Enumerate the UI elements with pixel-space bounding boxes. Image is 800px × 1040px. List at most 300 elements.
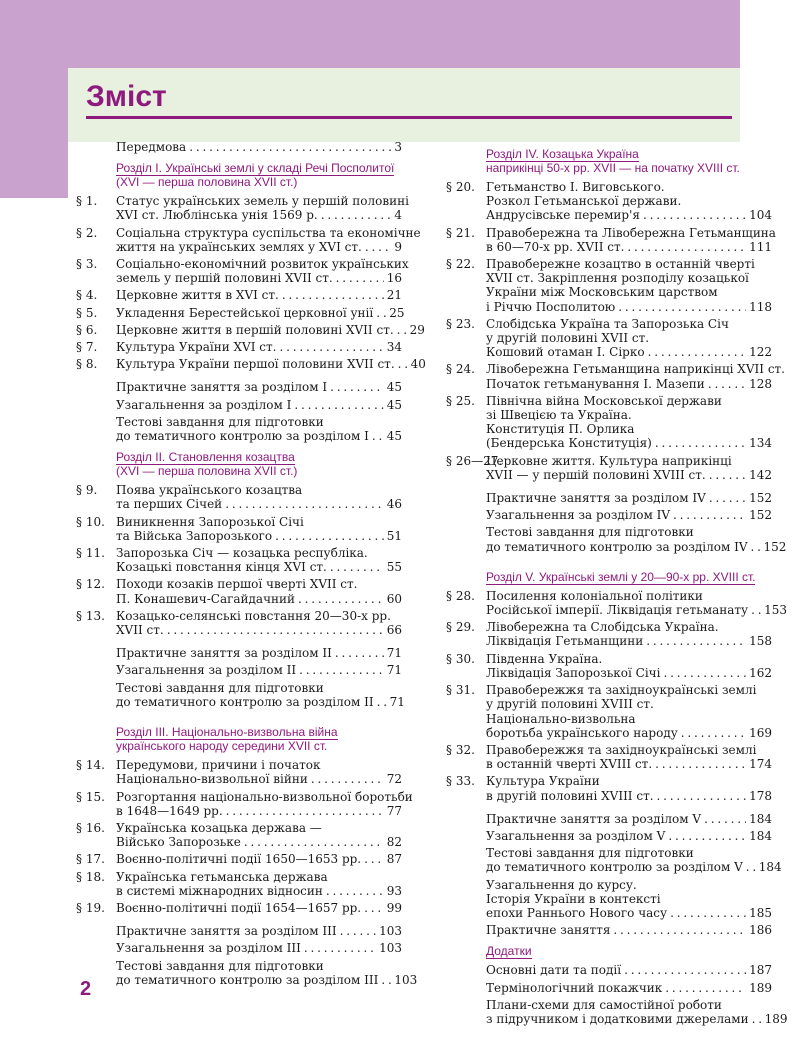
toc-title: Укладення Берестейської церковної унії bbox=[116, 305, 374, 320]
toc-entry[interactable] bbox=[446, 491, 772, 505]
toc-line bbox=[116, 959, 402, 973]
toc-entry-body bbox=[486, 362, 785, 391]
toc-entry[interactable] bbox=[76, 758, 402, 786]
toc-title: Російської імперії. Ліквідація гетьманату bbox=[486, 603, 749, 618]
toc-line bbox=[116, 208, 402, 222]
toc-title: Воєнно-політичні події 1650—1653 рр. bbox=[116, 852, 362, 867]
paragraph-number: § 7. bbox=[76, 340, 98, 355]
toc-page: 9 bbox=[394, 239, 402, 254]
toc-page: 16 bbox=[386, 271, 402, 286]
toc-line bbox=[116, 821, 402, 835]
toc-entry[interactable] bbox=[76, 680, 405, 709]
toc-title: у другій половині XVII ст. bbox=[486, 331, 650, 346]
toc-entry[interactable] bbox=[446, 508, 772, 522]
toc-entry-body bbox=[486, 491, 772, 505]
toc-line bbox=[486, 829, 772, 843]
toc-title: Північна війна Московської держави bbox=[486, 393, 722, 408]
toc-title: Південна Україна. bbox=[486, 651, 603, 666]
toc-title: Посилення колоніальної політики bbox=[486, 588, 703, 603]
toc-entry-body bbox=[116, 663, 402, 677]
dot-leader bbox=[244, 835, 384, 849]
paragraph-number bbox=[446, 878, 486, 921]
toc-title: до тематичного контролю за розділом IV bbox=[486, 539, 748, 554]
toc-line bbox=[486, 998, 772, 1012]
dot-leader bbox=[646, 634, 746, 648]
toc-entry[interactable] bbox=[446, 878, 772, 921]
section-heading-line: українського народу середини XVII ст. bbox=[116, 739, 328, 754]
toc-title: Кошовий отаман І. Сірко bbox=[486, 345, 645, 360]
toc-line bbox=[116, 305, 405, 320]
toc-entry[interactable] bbox=[446, 317, 772, 360]
toc-title: з підручником і додатковими джерелами bbox=[486, 1011, 749, 1026]
toc-entry-body bbox=[486, 878, 772, 921]
toc-title: Узагальнення до курсу. bbox=[486, 877, 637, 892]
toc-line bbox=[486, 634, 772, 648]
toc-title: в системі міжнародних відносин bbox=[116, 883, 323, 898]
toc-title: боротьба українського народу bbox=[486, 725, 678, 740]
paragraph-number: § 30. bbox=[446, 651, 475, 666]
toc-entry-body bbox=[486, 257, 772, 314]
paragraph-number: § 1. bbox=[76, 194, 98, 209]
toc-entry[interactable] bbox=[446, 525, 787, 554]
toc-entry[interactable] bbox=[76, 663, 402, 677]
toc-title: до тематичного контролю за розділом ІІІ bbox=[116, 972, 379, 987]
toc-line bbox=[486, 331, 772, 345]
paragraph-number: § 14. bbox=[76, 758, 105, 773]
toc-entry[interactable] bbox=[76, 870, 402, 898]
toc-title: Церковне життя в першій половині XVII ст. bbox=[116, 322, 394, 337]
toc-entry[interactable] bbox=[76, 609, 402, 637]
toc-page: 71 bbox=[386, 663, 402, 678]
toc-line bbox=[116, 623, 402, 637]
toc-entry-body bbox=[486, 774, 772, 802]
toc-line bbox=[116, 924, 402, 938]
paragraph-number bbox=[446, 491, 486, 505]
toc-title: П. Конашевич-Сагайдачний bbox=[116, 591, 296, 606]
toc-entry-body bbox=[486, 846, 782, 875]
toc-title: в другій половині XVIII ст. bbox=[486, 788, 654, 803]
toc-line bbox=[486, 240, 772, 254]
toc-line bbox=[486, 892, 772, 906]
toc-entry-body bbox=[486, 225, 776, 254]
paragraph-number: § 24. bbox=[446, 362, 475, 377]
toc-page: 153 bbox=[764, 603, 787, 618]
toc-page: 71 bbox=[386, 646, 402, 661]
dot-leader bbox=[657, 789, 747, 803]
toc-line bbox=[116, 663, 402, 677]
toc-entry-body bbox=[486, 743, 772, 771]
toc-line bbox=[486, 491, 772, 505]
section-heading-text: Розділ ІІ. Становлення козацтва bbox=[116, 450, 295, 465]
toc-entry-body bbox=[486, 997, 788, 1026]
section-heading bbox=[116, 725, 402, 753]
toc-line bbox=[486, 774, 772, 788]
toc-entry[interactable] bbox=[446, 454, 772, 482]
toc-line bbox=[116, 288, 402, 302]
toc-title: України між Московським царством bbox=[486, 285, 718, 300]
paragraph-number: § 11. bbox=[76, 546, 105, 561]
toc-page: 82 bbox=[386, 835, 402, 850]
toc-entry[interactable] bbox=[446, 588, 787, 618]
toc-entry-body bbox=[486, 394, 772, 451]
toc-entry[interactable] bbox=[76, 357, 426, 372]
toc-entry[interactable] bbox=[76, 140, 402, 154]
dot-leader bbox=[397, 323, 407, 337]
toc-entry[interactable] bbox=[446, 180, 772, 223]
dot-leader bbox=[746, 860, 756, 874]
dot-leader bbox=[381, 973, 391, 987]
toc-line bbox=[116, 398, 402, 412]
toc-entry[interactable] bbox=[76, 415, 402, 443]
toc-page: 93 bbox=[386, 883, 402, 898]
toc-entry[interactable] bbox=[76, 852, 402, 866]
toc-page: 174 bbox=[749, 757, 772, 772]
paragraph-number: § 4. bbox=[76, 288, 98, 303]
toc-title: Узагальнення за розділом ІІ bbox=[116, 663, 297, 678]
toc-entry[interactable] bbox=[446, 774, 772, 802]
toc-page: 118 bbox=[749, 299, 772, 314]
dot-leader bbox=[299, 663, 384, 677]
dot-leader bbox=[304, 941, 376, 955]
toc-title: Розкол Гетьманської держави. bbox=[486, 194, 682, 209]
toc-line bbox=[486, 712, 772, 726]
dot-leader bbox=[648, 345, 747, 359]
toc-entry-body bbox=[116, 515, 402, 543]
toc-line bbox=[116, 870, 402, 884]
toc-title: Походи козаків першої чверті XVII ст. bbox=[116, 577, 358, 592]
section-heading-line bbox=[116, 161, 402, 175]
toc-line bbox=[486, 454, 772, 468]
toc-line bbox=[116, 515, 402, 529]
toc-line bbox=[486, 394, 772, 408]
paragraph-number: § 17. bbox=[76, 852, 105, 867]
toc-entry[interactable] bbox=[76, 194, 409, 223]
toc-entry[interactable] bbox=[446, 743, 772, 771]
toc-page: 184 bbox=[749, 828, 772, 843]
toc-entry[interactable] bbox=[76, 546, 402, 574]
dot-leader bbox=[279, 340, 383, 354]
toc-entry-body bbox=[486, 620, 772, 648]
section-heading-line bbox=[116, 450, 402, 464]
toc-page: 40 bbox=[410, 357, 426, 372]
toc-title: Воєнно-політичні події 1654—1657 рр. bbox=[116, 900, 362, 915]
paragraph-number: § 28. bbox=[446, 588, 475, 603]
toc-entry[interactable] bbox=[76, 398, 402, 412]
section-heading-line: наприкінці 50-х рр. XVII — на початку XVIII ст. bbox=[486, 161, 740, 175]
toc-page: 71 bbox=[389, 694, 405, 709]
toc-page: 122 bbox=[749, 345, 772, 360]
toc-entry[interactable] bbox=[76, 924, 402, 938]
toc-line bbox=[486, 539, 787, 554]
toc-line bbox=[116, 852, 402, 866]
toc-line bbox=[486, 436, 772, 450]
paragraph-number bbox=[446, 963, 486, 977]
side-band bbox=[0, 0, 68, 198]
toc-line bbox=[486, 603, 787, 618]
toc-page: 103 bbox=[379, 941, 402, 956]
toc-entry-body bbox=[116, 140, 402, 154]
toc-line bbox=[116, 646, 402, 660]
toc-title: епохи Раннього Нового часу bbox=[486, 905, 668, 920]
dot-leader bbox=[673, 508, 746, 522]
toc-entry[interactable] bbox=[76, 483, 402, 511]
toc-entry[interactable] bbox=[76, 305, 405, 320]
toc-entry[interactable] bbox=[446, 683, 772, 740]
dot-leader bbox=[336, 271, 384, 285]
paragraph-number: § 16. bbox=[76, 820, 105, 835]
toc-line bbox=[116, 609, 402, 623]
dot-leader bbox=[294, 398, 383, 412]
toc-title: в 1648—1649 рр. bbox=[116, 803, 223, 818]
section-heading-text: Розділ ІІІ. Національно-визвольна війна bbox=[116, 725, 338, 740]
toc-page: 184 bbox=[758, 860, 782, 875]
toc-title: Лівобережна Гетьманщина наприкінці XVII ст. bbox=[486, 362, 785, 377]
toc-title: Передумови, причини і початок bbox=[116, 758, 321, 773]
toc-entry[interactable] bbox=[446, 620, 772, 648]
toc-entry-body bbox=[116, 941, 402, 955]
toc-page: 46 bbox=[386, 497, 402, 512]
dot-leader bbox=[372, 429, 384, 443]
toc-title: і Річчю Посполитою bbox=[486, 299, 616, 314]
toc-line bbox=[486, 1011, 788, 1026]
dot-leader bbox=[364, 852, 384, 866]
toc-title: Українська гетьманська держава bbox=[116, 869, 328, 884]
toc-left-column bbox=[76, 140, 426, 990]
toc-line bbox=[486, 589, 772, 603]
toc-line bbox=[116, 529, 402, 543]
toc-line bbox=[486, 757, 772, 771]
dot-leader bbox=[376, 306, 386, 320]
paragraph-number: § 31. bbox=[446, 683, 475, 698]
toc-line bbox=[486, 257, 772, 271]
toc-entry-body bbox=[486, 683, 772, 740]
toc-line bbox=[116, 497, 402, 511]
toc-line bbox=[486, 743, 772, 757]
toc-line bbox=[486, 906, 772, 920]
toc-entry[interactable] bbox=[446, 257, 772, 314]
toc-entry[interactable] bbox=[76, 257, 409, 286]
paragraph-number bbox=[446, 981, 486, 995]
toc-entry[interactable] bbox=[446, 923, 772, 937]
toc-line bbox=[486, 362, 785, 377]
toc-line bbox=[486, 726, 772, 740]
toc-entry-body bbox=[116, 958, 418, 987]
toc-entry[interactable] bbox=[76, 577, 402, 605]
toc-line bbox=[116, 340, 402, 354]
toc-line bbox=[116, 972, 418, 987]
toc-entry-body bbox=[116, 546, 402, 574]
dot-leader bbox=[752, 1012, 762, 1026]
toc-title: Соціальна структура суспільства та економічне bbox=[116, 225, 421, 240]
toc-entry[interactable] bbox=[446, 394, 772, 451]
paragraph-number: § 33. bbox=[446, 774, 475, 789]
toc-entry[interactable] bbox=[446, 963, 772, 977]
dot-leader bbox=[681, 726, 746, 740]
toc-entry[interactable] bbox=[446, 846, 782, 875]
toc-entry-body bbox=[116, 870, 402, 898]
toc-page: 66 bbox=[386, 623, 402, 638]
paragraph-number: § 21. bbox=[446, 225, 475, 240]
toc-page: 45 bbox=[386, 429, 402, 444]
toc-line bbox=[116, 884, 402, 898]
toc-entry-body bbox=[116, 646, 402, 660]
section-heading bbox=[486, 570, 772, 584]
spacer bbox=[446, 557, 772, 563]
toc-line bbox=[116, 415, 402, 429]
toc-page: 152 bbox=[749, 508, 772, 523]
toc-page: 162 bbox=[749, 665, 772, 680]
section-heading bbox=[116, 161, 402, 189]
paragraph-number: § 20. bbox=[446, 180, 475, 194]
toc-entry[interactable] bbox=[446, 829, 772, 843]
toc-page: 51 bbox=[386, 528, 402, 543]
toc-entry-body bbox=[486, 981, 772, 995]
paragraph-number: § 32. bbox=[446, 742, 475, 757]
toc-page: 128 bbox=[749, 376, 772, 391]
toc-entry[interactable] bbox=[446, 362, 785, 391]
toc-title: Практичне заняття за розділом ІІІ bbox=[116, 924, 337, 939]
toc-entry[interactable] bbox=[76, 515, 402, 543]
toc-entry-body bbox=[116, 288, 402, 302]
paragraph-number bbox=[446, 829, 486, 843]
toc-line bbox=[116, 380, 402, 394]
toc-entry[interactable] bbox=[76, 941, 402, 955]
page-title: Зміст bbox=[86, 80, 167, 113]
toc-page: 55 bbox=[386, 560, 402, 575]
toc-title: Узагальнення за розділом V bbox=[486, 828, 666, 843]
toc-line bbox=[116, 901, 402, 915]
toc-line bbox=[116, 592, 402, 606]
toc-entry-body bbox=[116, 821, 402, 849]
toc-entry-body bbox=[116, 680, 405, 709]
dot-leader bbox=[655, 757, 746, 771]
toc-line bbox=[486, 923, 772, 937]
paragraph-number bbox=[76, 646, 116, 660]
toc-title: Практичне заняття за розділом IV bbox=[486, 491, 706, 506]
paragraph-number bbox=[76, 924, 116, 938]
toc-title: зі Швецією та Україна. bbox=[486, 408, 632, 423]
toc-line bbox=[116, 941, 402, 955]
toc-line bbox=[116, 271, 402, 285]
toc-line bbox=[486, 225, 776, 240]
toc-page: 25 bbox=[389, 305, 405, 320]
toc-title: життя на українських землях у XVI ст. bbox=[116, 239, 362, 254]
toc-page: 111 bbox=[749, 239, 772, 254]
toc-entry-body bbox=[116, 305, 405, 320]
toc-title: Андрусівське перемир'я bbox=[486, 208, 640, 223]
toc-title: Практичне заняття за розділом ІІ bbox=[116, 646, 332, 661]
toc-entry[interactable] bbox=[76, 958, 418, 987]
toc-title: Запорозька Січ — козацька республіка. bbox=[116, 546, 368, 561]
toc-entry[interactable] bbox=[76, 322, 425, 337]
toc-line bbox=[116, 483, 402, 497]
toc-line bbox=[116, 257, 409, 272]
toc-line bbox=[486, 683, 772, 697]
toc-entry[interactable] bbox=[76, 340, 402, 354]
toc-entry[interactable] bbox=[76, 821, 402, 849]
toc-title: Узагальнення за розділом IV bbox=[486, 508, 671, 523]
dot-leader bbox=[282, 288, 384, 302]
toc-title: Поява українського козацтва bbox=[116, 483, 303, 498]
toc-title: Ліквідація Запорозької Січі bbox=[486, 665, 661, 680]
toc-right-column bbox=[446, 140, 788, 1029]
toc-entry[interactable] bbox=[76, 789, 413, 818]
toc-entry-body bbox=[486, 812, 772, 826]
toc-entry-body bbox=[116, 357, 426, 372]
toc-entry[interactable] bbox=[76, 288, 402, 302]
toc-line bbox=[116, 546, 402, 560]
toc-title: Конституція П. Орлика bbox=[486, 422, 635, 437]
toc-title: та перших Січей bbox=[116, 497, 223, 512]
paragraph-number: § 29. bbox=[446, 620, 475, 635]
paragraph-number: § 23. bbox=[446, 316, 475, 331]
toc-title: Культура України XVI ст. bbox=[116, 340, 277, 355]
paragraph-number: § 3. bbox=[76, 257, 98, 272]
toc-line bbox=[116, 789, 413, 804]
toc-title: Національно-визвольна bbox=[486, 711, 636, 726]
toc-page: 4 bbox=[394, 208, 402, 223]
toc-line bbox=[116, 322, 425, 337]
toc-entry[interactable] bbox=[76, 646, 402, 660]
toc-page: 45 bbox=[386, 380, 402, 395]
dot-leader bbox=[326, 884, 384, 898]
paragraph-number bbox=[76, 398, 116, 412]
toc-line bbox=[116, 681, 402, 695]
dot-leader bbox=[330, 560, 384, 574]
toc-page: 72 bbox=[386, 772, 402, 787]
toc-entry[interactable] bbox=[76, 225, 421, 254]
dot-leader bbox=[226, 804, 384, 818]
toc-page: 34 bbox=[386, 340, 402, 355]
toc-title: Плани-схеми для самостійної роботи bbox=[486, 997, 722, 1012]
toc-line bbox=[116, 804, 402, 818]
paragraph-number: § 12. bbox=[76, 577, 105, 592]
toc-title: та Війська Запорозького bbox=[116, 528, 273, 543]
toc-line bbox=[486, 422, 772, 436]
toc-page: 189 bbox=[764, 1011, 788, 1026]
toc-line bbox=[486, 508, 772, 522]
dot-leader bbox=[335, 646, 384, 660]
toc-entry[interactable] bbox=[446, 652, 772, 680]
toc-entry[interactable] bbox=[446, 225, 776, 254]
toc-page: 184 bbox=[749, 811, 772, 826]
toc-entry-body bbox=[116, 415, 402, 443]
toc-title: Передмова bbox=[116, 140, 187, 154]
header-band bbox=[68, 0, 740, 68]
toc-line bbox=[116, 194, 409, 209]
toc-line bbox=[116, 560, 402, 574]
toc-entry[interactable] bbox=[76, 901, 402, 915]
toc-page: 152 bbox=[749, 491, 772, 506]
toc-entry-body bbox=[486, 508, 772, 522]
toc-line bbox=[116, 240, 402, 254]
toc-title: Узагальнення за розділом ІІІ bbox=[116, 941, 301, 956]
paragraph-number: § 5. bbox=[76, 305, 98, 320]
toc-line bbox=[116, 772, 402, 786]
toc-entry[interactable] bbox=[446, 997, 788, 1026]
toc-entry-body bbox=[486, 829, 772, 843]
section-heading bbox=[486, 944, 772, 958]
toc-entry[interactable] bbox=[446, 981, 772, 995]
toc-entry[interactable] bbox=[446, 812, 772, 826]
toc-entry[interactable] bbox=[76, 380, 402, 394]
toc-entry-body bbox=[116, 257, 409, 286]
section-heading-text: Розділ IV. Козацька Україна bbox=[486, 147, 639, 161]
toc-page: 186 bbox=[749, 923, 772, 938]
toc-line bbox=[486, 271, 772, 285]
toc-line bbox=[116, 758, 402, 772]
dot-leader bbox=[751, 540, 761, 554]
